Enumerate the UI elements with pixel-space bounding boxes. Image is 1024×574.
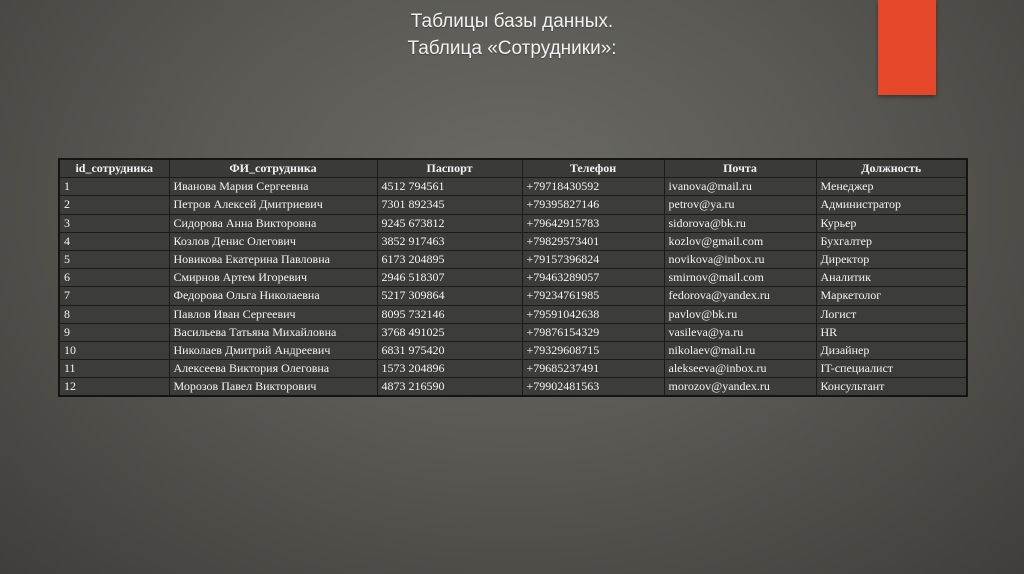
- cell-passport: 1573 204896: [377, 360, 522, 378]
- cell-id: 4: [59, 232, 169, 250]
- cell-email: nikolaev@mail.ru: [664, 341, 816, 359]
- slide-title: [0, 8, 1024, 62]
- table-row: [59, 214, 967, 232]
- employees-table: [58, 158, 968, 397]
- cell-passport: 5217 309864: [377, 287, 522, 305]
- cell-name: Алексеева Виктория Олеговна: [169, 360, 377, 378]
- cell-name: Морозов Павел Викторович: [169, 378, 377, 397]
- title-line-2: Таблица «Сотрудники»:: [407, 38, 617, 59]
- cell-email: vasileva@ya.ru: [664, 323, 816, 341]
- cell-passport: 7301 892345: [377, 196, 522, 214]
- table-row: [59, 341, 967, 359]
- cell-email: pavlov@bk.ru: [664, 305, 816, 323]
- cell-name: Смирнов Артем Игоревич: [169, 269, 377, 287]
- cell-name: Петров Алексей Дмитриевич: [169, 196, 377, 214]
- table-row: [59, 378, 967, 397]
- cell-phone: +79234761985: [522, 287, 664, 305]
- cell-position: HR: [816, 323, 967, 341]
- cell-position: Администратор: [816, 196, 967, 214]
- table-row: [59, 250, 967, 268]
- header-passport: Паспорт: [377, 159, 522, 178]
- cell-passport: 2946 518307: [377, 269, 522, 287]
- cell-id: 9: [59, 323, 169, 341]
- table-row: [59, 360, 967, 378]
- cell-passport: 3852 917463: [377, 232, 522, 250]
- cell-phone: +79718430592: [522, 178, 664, 196]
- cell-id: 6: [59, 269, 169, 287]
- cell-email: novikova@inbox.ru: [664, 250, 816, 268]
- cell-position: Курьер: [816, 214, 967, 232]
- cell-name: Новикова Екатерина Павловна: [169, 250, 377, 268]
- cell-email: morozov@yandex.ru: [664, 378, 816, 397]
- cell-id: 11: [59, 360, 169, 378]
- cell-email: alekseeva@inbox.ru: [664, 360, 816, 378]
- cell-position: Дизайнер: [816, 341, 967, 359]
- cell-phone: +79902481563: [522, 378, 664, 397]
- table-row: [59, 269, 967, 287]
- cell-email: sidorova@bk.ru: [664, 214, 816, 232]
- cell-phone: +79591042638: [522, 305, 664, 323]
- cell-phone: +79642915783: [522, 214, 664, 232]
- cell-position: Бухгалтер: [816, 232, 967, 250]
- table-row: [59, 196, 967, 214]
- cell-name: Васильева Татьяна Михайловна: [169, 323, 377, 341]
- cell-id: 2: [59, 196, 169, 214]
- cell-id: 1: [59, 178, 169, 196]
- table-header-row: [59, 159, 967, 178]
- cell-position: Логист: [816, 305, 967, 323]
- table-row: [59, 178, 967, 196]
- cell-email: smirnov@mail.com: [664, 269, 816, 287]
- cell-passport: 4873 216590: [377, 378, 522, 397]
- cell-phone: +79463289057: [522, 269, 664, 287]
- cell-position: Маркетолог: [816, 287, 967, 305]
- header-name: ФИ_сотрудника: [169, 159, 377, 178]
- cell-name: Козлов Денис Олегович: [169, 232, 377, 250]
- table-row: [59, 287, 967, 305]
- cell-passport: 9245 673812: [377, 214, 522, 232]
- cell-position: Аналитик: [816, 269, 967, 287]
- cell-passport: 4512 794561: [377, 178, 522, 196]
- cell-id: 5: [59, 250, 169, 268]
- cell-passport: 6831 975420: [377, 341, 522, 359]
- header-position: Должность: [816, 159, 967, 178]
- cell-passport: 8095 732146: [377, 305, 522, 323]
- table-row: [59, 305, 967, 323]
- cell-passport: 3768 491025: [377, 323, 522, 341]
- cell-name: Николаев Дмитрий Андреевич: [169, 341, 377, 359]
- cell-phone: +79157396824: [522, 250, 664, 268]
- header-email: Почта: [664, 159, 816, 178]
- cell-position: Консультант: [816, 378, 967, 397]
- cell-phone: +79329608715: [522, 341, 664, 359]
- cell-position: Директор: [816, 250, 967, 268]
- cell-position: Менеджер: [816, 178, 967, 196]
- header-id: id_сотрудника: [59, 159, 169, 178]
- title-line-1: Таблицы базы данных.: [410, 11, 614, 32]
- cell-id: 10: [59, 341, 169, 359]
- cell-phone: +79876154329: [522, 323, 664, 341]
- cell-passport: 6173 204895: [377, 250, 522, 268]
- cell-phone: +79395827146: [522, 196, 664, 214]
- cell-email: petrov@ya.ru: [664, 196, 816, 214]
- cell-position: IT-специалист: [816, 360, 967, 378]
- employees-table-container: [58, 158, 966, 397]
- cell-email: fedorova@yandex.ru: [664, 287, 816, 305]
- cell-name: Федорова Ольга Николаевна: [169, 287, 377, 305]
- cell-id: 8: [59, 305, 169, 323]
- cell-name: Иванова Мария Сергеевна: [169, 178, 377, 196]
- cell-name: Павлов Иван Сергеевич: [169, 305, 377, 323]
- cell-email: kozlov@gmail.com: [664, 232, 816, 250]
- cell-phone: +79685237491: [522, 360, 664, 378]
- cell-id: 12: [59, 378, 169, 397]
- cell-id: 3: [59, 214, 169, 232]
- table-row: [59, 232, 967, 250]
- cell-email: ivanova@mail.ru: [664, 178, 816, 196]
- cell-phone: +79829573401: [522, 232, 664, 250]
- cell-id: 7: [59, 287, 169, 305]
- cell-name: Сидорова Анна Викторовна: [169, 214, 377, 232]
- table-row: [59, 323, 967, 341]
- header-phone: Телефон: [522, 159, 664, 178]
